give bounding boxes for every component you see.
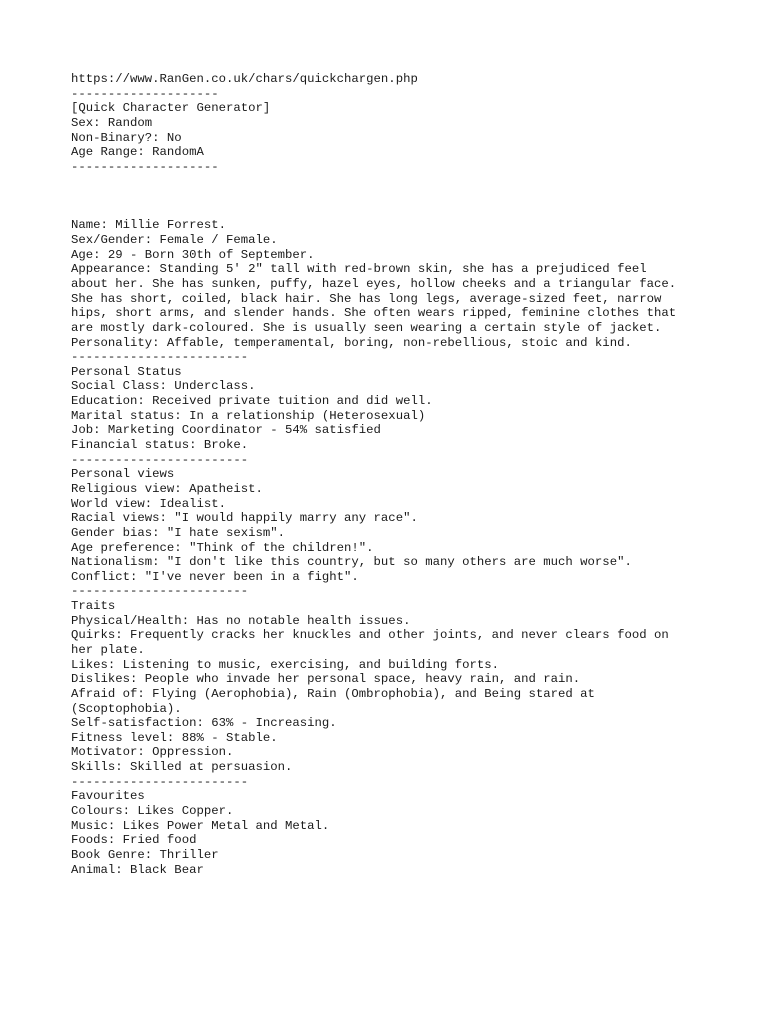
generator-age-range: Age Range: RandomA [71, 145, 204, 160]
favourites-line: Foods: Fried food [71, 833, 197, 848]
separator: -------------------- [71, 159, 219, 174]
views-line: World view: Idealist. [71, 496, 226, 511]
blank-line [71, 189, 731, 204]
character-age: Age: 29 - Born 30th of September. [71, 247, 315, 262]
separator: ------------------------ [71, 350, 249, 365]
generator-title: [Quick Character Generator] [71, 101, 271, 116]
traits-line: Quirks: Frequently cracks her knuckles and other joints, and never clears food on [71, 628, 669, 643]
views-line: Nationalism: "I don't like this country, but so many others are much worse". [71, 555, 632, 570]
traits-line: Motivator: Oppression. [71, 745, 234, 760]
views-line: Gender bias: "I hate sexism". [71, 525, 286, 540]
separator: ------------------------ [71, 584, 249, 599]
character-name: Name: Millie Forrest. [71, 218, 226, 233]
traits-line: her plate. [71, 642, 145, 657]
document-page [71, 72, 731, 877]
favourites-line: Animal: Black Bear [71, 862, 204, 877]
traits-line: Afraid of: Flying (Aerophobia), Rain (Ombrophobia), and Being stared at [71, 686, 595, 701]
separator: ------------------------ [71, 774, 249, 789]
appearance-line: hips, short arms, and slender hands. She often wears ripped, feminine clothes that [71, 306, 677, 321]
character-sex-gender: Sex/Gender: Female / Female. [71, 233, 278, 248]
traits-line: Skills: Skilled at persuasion. [71, 760, 293, 775]
status-line: Financial status: Broke. [71, 438, 249, 453]
status-line: Marital status: In a relationship (Heterosexual) [71, 408, 426, 423]
status-line: Social Class: Underclass. [71, 379, 256, 394]
traits-line: Fitness level: 88% - Stable. [71, 730, 278, 745]
status-line: Job: Marketing Coordinator - 54% satisfied [71, 423, 381, 438]
traits-line: Self-satisfaction: 63% - Increasing. [71, 716, 337, 731]
views-line: Racial views: "I would happily marry any race". [71, 511, 418, 526]
views-line: Conflict: "I've never been in a fight". [71, 569, 359, 584]
traits-line: Likes: Listening to music, exercising, and building forts. [71, 657, 500, 672]
appearance-line: Appearance: Standing 5' 2" tall with red-brown skin, she has a prejudiced feel [71, 262, 647, 277]
traits-line: Physical/Health: Has no notable health issues. [71, 613, 411, 628]
traits-line: (Scoptophobia). [71, 701, 182, 716]
appearance-line: are mostly dark-coloured. She is usually seen wearing a certain style of jacket. [71, 320, 662, 335]
section-heading-traits: Traits [71, 599, 116, 614]
views-line: Age preference: "Think of the children!". [71, 540, 374, 555]
favourites-line: Colours: Likes Copper. [71, 804, 234, 819]
traits-line: Dislikes: People who invade her personal space, heavy rain, and rain. [71, 672, 581, 687]
source-url: https://www.RanGen.co.uk/chars/quickchargen.php [71, 72, 418, 86]
appearance-line: She has short, coiled, black hair. She has long legs, average-sized feet, narrow [71, 291, 662, 306]
generator-sex: Sex: Random [71, 115, 153, 130]
appearance-line: about her. She has sunken, puffy, hazel eyes, hollow cheeks and a triangular face. [71, 276, 677, 291]
status-line: Education: Received private tuition and did well. [71, 394, 433, 409]
section-heading-views: Personal views [71, 467, 175, 482]
character-personality: Personality: Affable, temperamental, boring, non-rebellious, stoic and kind. [71, 335, 632, 350]
blank-line [71, 204, 731, 219]
generator-non-binary: Non-Binary?: No [71, 130, 182, 145]
section-heading-favourites: Favourites [71, 789, 145, 804]
favourites-line: Music: Likes Power Metal and Metal. [71, 818, 330, 833]
blank-line [71, 174, 731, 189]
views-line: Religious view: Apatheist. [71, 481, 263, 496]
separator: ------------------------ [71, 452, 249, 467]
section-heading-status: Personal Status [71, 364, 182, 379]
favourites-line: Book Genre: Thriller [71, 847, 219, 862]
separator: -------------------- [71, 86, 219, 101]
